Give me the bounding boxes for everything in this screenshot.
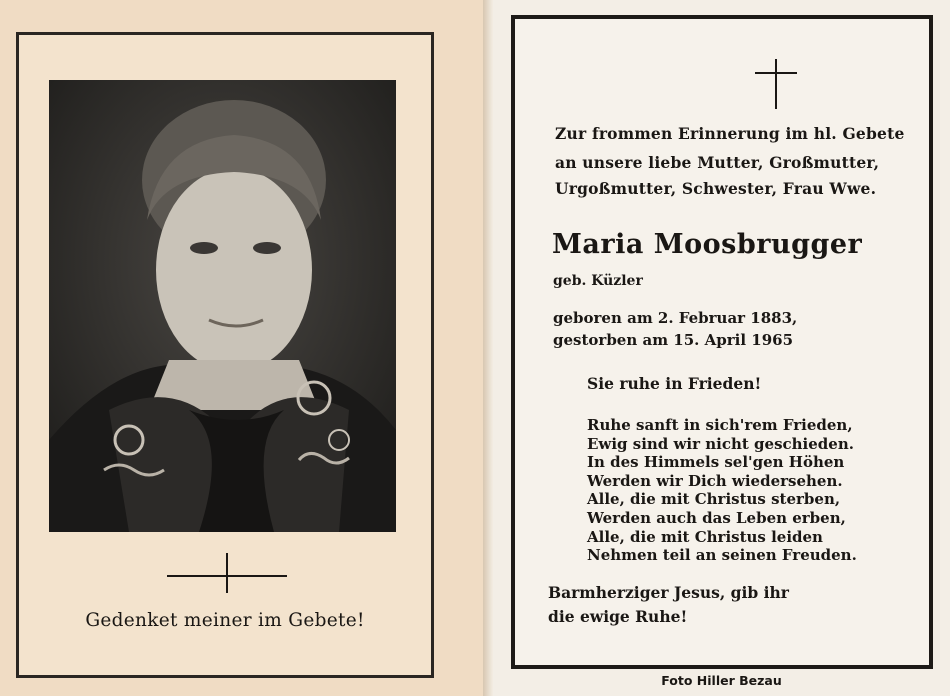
- poem-line: Werden wir Dich wiedersehen.: [587, 471, 843, 490]
- photographer-credit: Foto Hiller Bezau: [661, 673, 782, 688]
- prayer-line: die ewige Ruhe!: [548, 607, 688, 626]
- poem-line: Nehmen teil an seinen Freuden.: [587, 546, 857, 565]
- cross-icon: [755, 59, 797, 109]
- right-card-page: [493, 0, 950, 696]
- death-date: gestorben am 15. April 1965: [553, 331, 793, 349]
- deceased-name: Maria Moosbrugger: [552, 229, 863, 260]
- poem-line: Alle, die mit Christus leiden: [587, 527, 823, 546]
- right-card-frame: [511, 15, 933, 669]
- poem-line: In des Himmels sel'gen Höhen: [587, 453, 845, 472]
- poem-line: Ewig sind wir nicht geschieden.: [587, 434, 854, 453]
- intro-line: Zur frommen Erinnerung im hl. Gebete: [555, 124, 905, 143]
- memorial-motto: Gedenket meiner im Gebete!: [85, 610, 365, 631]
- poem-line: Alle, die mit Christus sterben,: [587, 490, 841, 509]
- rest-in-peace: Sie ruhe in Frieden!: [587, 374, 762, 393]
- cross-icon: [167, 553, 287, 593]
- intro-line: Urgoßmutter, Schwester, Frau Wwe.: [555, 179, 877, 198]
- poem-line: Werden auch das Leben erben,: [587, 508, 846, 527]
- birth-date: geboren am 2. Februar 1883,: [553, 309, 798, 327]
- memorial-poem: [587, 416, 857, 565]
- maiden-name: geb. Küzler: [553, 273, 643, 289]
- poem-line: Ruhe sanft in sich'rem Frieden,: [587, 416, 853, 434]
- left-card-frame: [16, 32, 434, 678]
- card-fold: [483, 0, 493, 696]
- prayer-line: Barmherziger Jesus, gib ihr: [548, 583, 789, 602]
- intro-line: an unsere liebe Mutter, Großmutter,: [555, 153, 880, 172]
- portrait-photo: [49, 80, 396, 532]
